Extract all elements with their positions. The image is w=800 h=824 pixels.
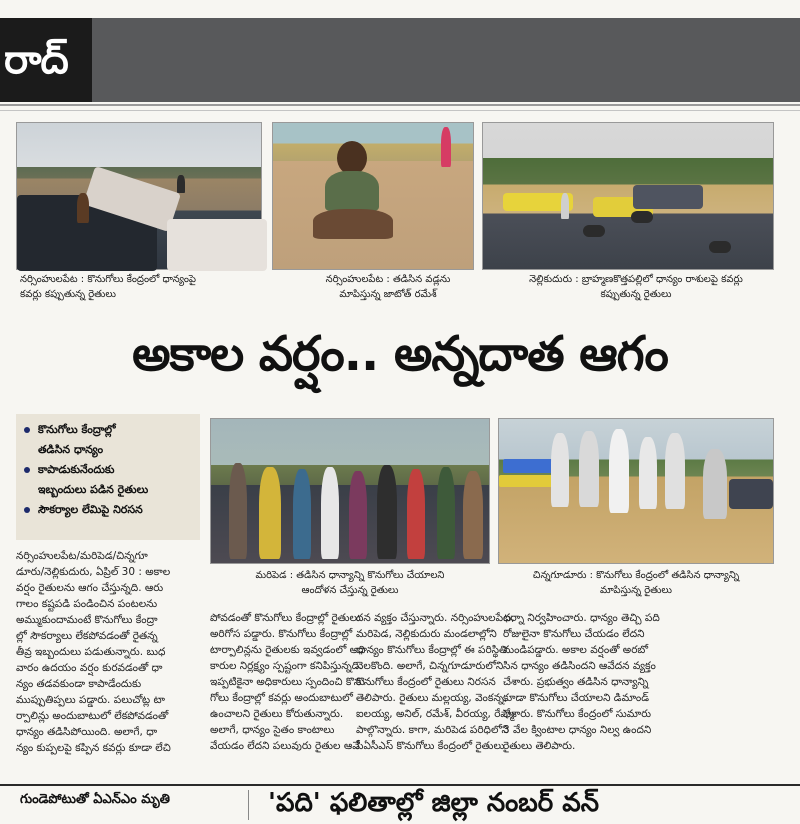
bullet-icon	[24, 467, 30, 473]
header-rule	[0, 104, 800, 106]
article-column-2: పోవడంతో కొనుగోలు కేంద్రాల్లో రైతులు అరిగోస పడ్డారు. కొనుగోలు కేంద్రాల్లో టార్పాలిన్లను రైతులకు ఇవ్వడంలో అధి కారుల నిర్లక్ష్యం స్పష్టంగా కనిపిస్తున్నది. ఇప్పటికైనా అధికారులు స్పందించి కొను గోలు కేంద్రాల్లో కవర్లు అందుబాటులో ఉంచాలని రైతులు కోరుతున్నారు. అలాగే, ధాన్యం సైతం కాంటాలు వేయడం లేదని పలువురు రైతుల ఆవే	[210, 612, 366, 752]
highlight-item-cont: తడిసిన ధాన్యం	[38, 443, 104, 456]
bottom-left-headline: గుండెపోటుతో ఏఎన్ఎం మృతి	[20, 792, 170, 807]
section-divider	[0, 784, 800, 786]
highlight-item: సౌకర్యాల లేమిపై నిరసన	[22, 500, 194, 520]
photo-maripeda-protest	[210, 418, 490, 564]
bottom-column-rule	[248, 790, 249, 820]
bullet-icon	[24, 507, 30, 513]
highlights-box	[16, 414, 200, 540]
photo-farmer-grain	[272, 122, 474, 270]
photo-narsimhulapet-covers	[16, 122, 262, 270]
photo-caption-4: మరిపెడ : తడిసిన ధాన్యాన్ని కొనుగోలు చేయాలని ఆందోళన చేస్తున్న రైతులు	[255, 570, 445, 596]
article-column-3: దన వ్యక్తం చేస్తున్నారు. నర్సింహులపేట, మరిపెడ, నెల్లికుదురు మండలాల్లోని ధాన్యం కొనుగోలు కేంద్రాల్లో ఈ పరిస్థితి నెలకొంది. అలాగే, చిన్నగూడూరులోని కొనుగోలు కేంద్రంలో రైతులు నిరసన తెలిపారు. రైతులు మల్లయ్య, వెంకన్న, ఐలయ్య, అనిల్, రమేశ్, వీరయ్య, రేష్మా పాల్గొన్నారు. కాగా, మరిపెడ పరిధిలోని పీఏసీఎస్ కొనుగోలు కేంద్రంలో రైతులు	[356, 612, 515, 752]
article-column-1: నర్సింహులపేట/మరిపెడ/చిన్నగూ డూరు/నెల్లికుదురు, ఏప్రిల్ 30 : అకాల వర్షం రైతులను ఆగం చేస్తున్నది. ఆరు గాలం కష్టపడి పండించిన పంటలను అమ్ముకుందామంటే కొనుగోలు కేంద్రా ల్లో సౌకర్యాలు లేకపోవడంతో రైతన్న తీవ్ర ఇబ్బందులు పడుతున్నారు. బుధ వారం ఉదయం వర్షం కురవడంతో ధా న్యం తడవకుండా కాపాడేందుకు ముప్పుతిప్పలు పడ్డారు. పలుచోట్ల టా ర్పాలిన్లు అందుబాటులో లేకపోవడంతో ధాన్యం తడిసిపోయింది. అలాగే, ధా న్యం కుప్పలపై కప్పిన కవర్లు కూడా లేచి	[16, 550, 171, 754]
photo-caption-5: చిన్నగూడూరు : కొనుగోలు కేంద్రంలో తడిసిన ధాన్యాన్ని మాపిస్తున్న రైతులు	[532, 570, 740, 596]
photo-caption-1: నర్సింహులపేట : కొనుగోలు కేంద్రంలో ధాన్యంపై కవర్లు కప్పుతున్న రైతులు	[20, 274, 197, 300]
bullet-icon	[24, 427, 30, 433]
bottom-right-headline: 'పది' ఫలితాల్లో జిల్లా నంబర్ వన్	[268, 788, 600, 818]
photo-nellikuduru-heaps	[482, 122, 774, 270]
photo-caption-3: నెల్లికుదురు : బ్రాహ్మణకొత్తపల్లిలో ధాన్యం రాశులపై కవర్లు కప్పుతున్న రైతులు	[529, 274, 743, 300]
photo-chinnaguduru-farmers	[498, 418, 774, 564]
main-headline: అకాల వర్షం.. అన్నదాత ఆగం	[132, 326, 668, 382]
highlight-item: కొనుగోలు కేంద్రాల్లో	[22, 420, 194, 440]
photo-caption-2: నర్సింహులపేట : తడిసిన వడ్లను మాపిస్తున్న జాటోత్ రమేశ్	[325, 274, 451, 300]
highlight-item-cont: ఇబ్బందులు పడిన రైతులు	[38, 483, 149, 496]
article-column-4: ధర్నా నిర్వహించారు. ధాన్యం తెచ్చి పది రోజులైనా కొనుగోలు చేయడం లేదని మండిపడ్డారు. అకాల వర్షంతో అరబో సిన ధాన్యం తడిసిందని ఆవేదన వ్యక్తం చేశారు. ప్రభుత్వం తడిసిన ధాన్యాన్ని కూడా కొనుగోలు చేయాలని డిమాండ్ చేశారు. కొనుగోలు కేంద్రంలో సుమారు 3 వేల క్వింటాల ధాన్యం నిల్వ ఉందని రైతులు తెలిపారు.	[503, 612, 660, 752]
header-rule-thin	[0, 110, 800, 111]
highlight-item: కాపాడుకునేందుకు	[22, 460, 194, 480]
masthead-band	[0, 18, 800, 102]
section-logo: రాద్	[0, 18, 92, 102]
